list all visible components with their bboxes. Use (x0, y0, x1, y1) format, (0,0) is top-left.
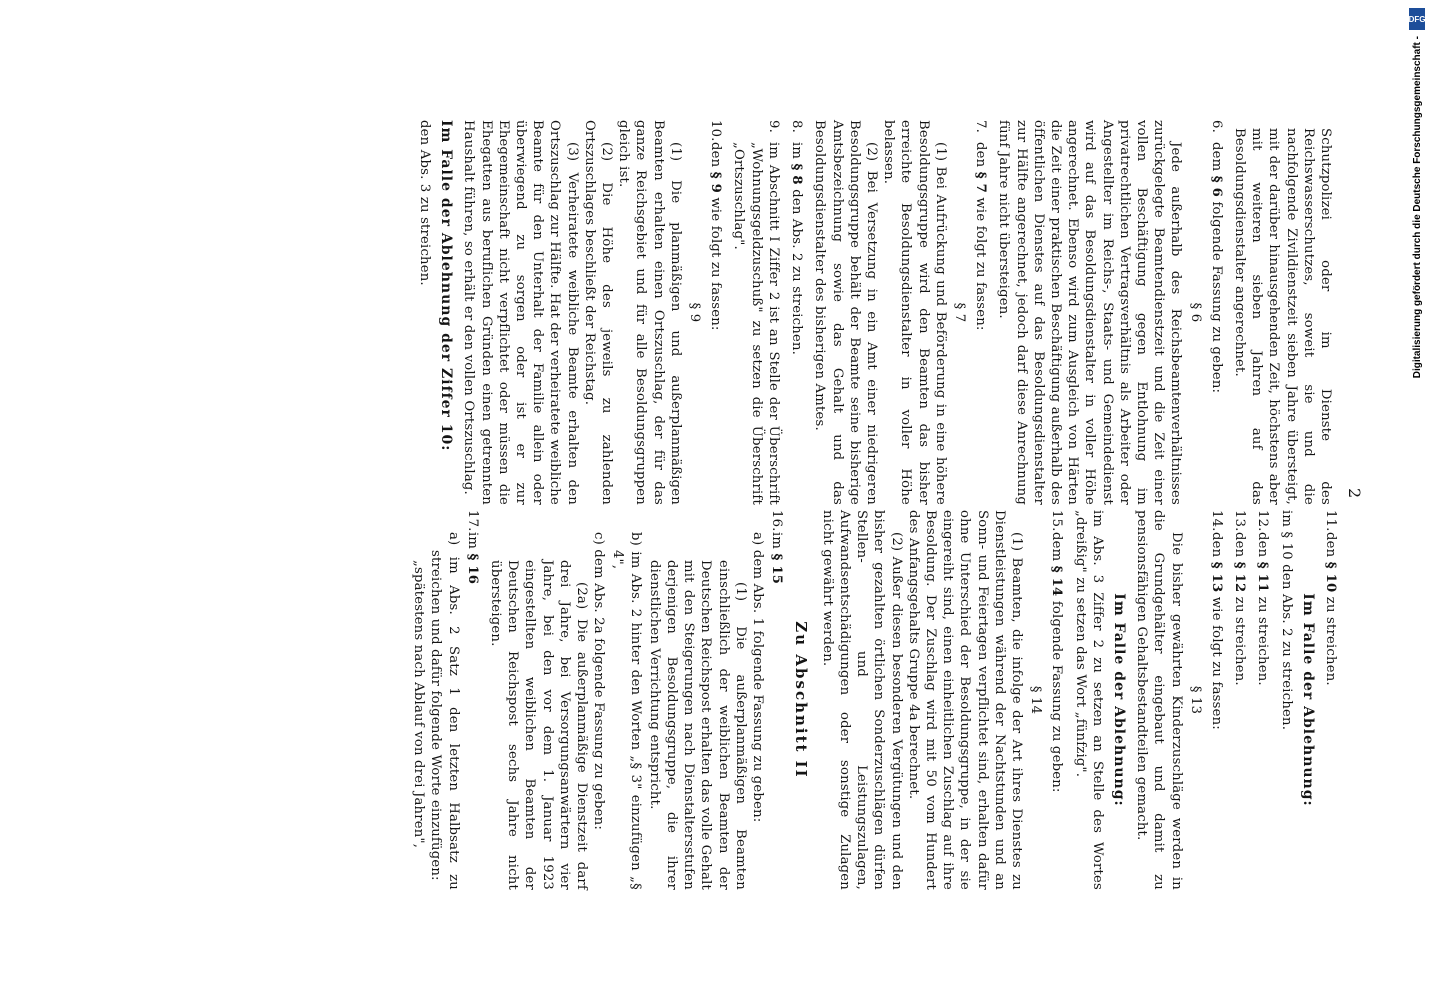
heading-ablehnung: Im Falle der Ablehnung: (1299, 593, 1316, 807)
paragraph-text: (3) Verheiratete weibliche Beamte erhalten den Ortszuschlag zur Hälfte. Hat der verheiratete weibliche Beamte für den Unterhalt der Familie allein oder überwiegend zu sorgen oder ist er zur Ehegemeinschaft nicht verpflichtet oder müssen die Ehegatten aus beruflichen Gründen einen getrennten Haushalt führen, so erhält er den vollen Ortszuschlag. (461, 120, 580, 505)
list-item (707, 120, 724, 505)
section-reference: § 14 (1049, 565, 1065, 597)
paragraph-text: (2) Außer diesen besonderen Vergütungen und den bisher gezahlten örtlichen Sonderzuschlägen dürfen Stellen- und Leistungszulagen, Aufwandsentschädigungen oder sonstige Zulagen nicht gewährt werden. (819, 510, 904, 890)
sub-item-label: c) (591, 532, 607, 545)
item-text: den (1323, 532, 1338, 558)
paragraph-mark: § 9 (687, 302, 703, 323)
paragraph-text: (1) Die planmäßigen und außerplanmäßigen Beamten erhalten einen Ortszuschlag, der für das ganze Reichsgebiet und für alle Besoldungsgruppen gleich ist. (616, 120, 683, 505)
list-item (1208, 120, 1225, 505)
paragraph-text: Die bisher gewährten Kinderzuschläge werden in die Grundgehälter eingebaut und damit zu pensionsfähigen Gehaltsbestandteilen gemacht. (1134, 510, 1184, 890)
sub-item (749, 510, 766, 890)
heading-ablehnung: Im Falle der Ablehnung der Ziffer 10: (438, 120, 455, 452)
list-item (1254, 510, 1271, 890)
credit-text: Digitalisierung gefördert durch die Deutsche Forschungsgemeinschaft - (1411, 36, 1423, 379)
sub-item-text: dem Abs. 2a folgende Fassung zu geben: (591, 549, 607, 830)
item-text: dem (1208, 142, 1224, 172)
paragraph-text: Jede außerhalb des Reichsbeamtenverhältnisses zurückgelegte Beamtendienstzeit und die Zeit einer vollen Beschäftigung gegen Entlohnung im privatrechtlichen Vertragsverhältnis als Arbeiter oder Angestellter im Reichs-, Staats- und Gemeindedienst wird auf das Besoldungsdienstalter in voller Höhe angerechnet. Ebenso wird zum Ausgleich von Härten die Zeit einer praktischen Beschäftigung außerhalb des öffentlichen Dienstes auf das Besoldungsdienstalter zur Hälfte angerechnet, jedoch darf diese Anrechnung fünf Jahre nicht übersteigen. (996, 120, 1184, 505)
paragraph-text: (1) Beamten, die infolge der Art ihres Dienstes zu Dienstleistungen während der Nachtstunden und an Sonn- und Feiertagen verpflichtet sind, erhalten dafür ohne Unterschied der Besoldungsgruppe, in der sie eingereiht sind, einen einheitlichen Zuschlag auf ihre Besoldung. Der Zuschlag wird mit 50 vom Hundert des Anfangsgehalts Gruppe 4a berechnet. (905, 510, 1024, 890)
left-column (416, 120, 1334, 505)
section-reference: § 6 (1208, 175, 1224, 198)
section-reference: § 15 (769, 553, 785, 585)
item-text: im Abschnitt I Ziffer 2 ist an Stelle der Überschrift „Wohnungsgeldzuschuß" zu setzen die Überschrift „Ortszuschlag". (731, 142, 781, 505)
paragraph-mark: § 13 (1187, 685, 1203, 715)
item-text: wie folgt zu fassen: (708, 197, 724, 331)
list-item (972, 120, 989, 505)
item-number: 12. (1255, 510, 1271, 532)
section-reference: § 16 (464, 553, 480, 585)
item-text: wie folgt zu fassen: (1208, 596, 1224, 730)
paragraph-text: (1) Bei Aufrückung und Beförderung in eine höhere Besoldungsgruppe wird den Beamten das bisher erreichte Besoldungsdienstalter in voller Höhe belassen. (881, 120, 948, 505)
item-number: 10. (708, 120, 724, 142)
item-number: 14. (1208, 510, 1224, 532)
item-text: im (769, 532, 785, 550)
paragraph-text: (1) Die außerplanmäßigen Beamten einschließlich der weiblichen Beamten der Deutschen Reichspost erhalten das volle Gehalt mit den Steigerungen nach Dienstaltersstufen derjenigen Besoldungsgruppe, die ihrer dienstlichen Verrichtung entspricht. (646, 560, 748, 890)
paragraph-continuation: Schutzpolizei oder im Dienste des Reichswasserschutzes, soweit sie und die nachfolgende Zivildienstzeit sieben Jahre übersteigt, mit der darüber hinausgehenden Zeit, höchstens aber mit weiteren sieben Jahren auf das Besoldungsdienstalter angerechnet. (1231, 128, 1333, 505)
dfg-logo: DFG (1409, 8, 1425, 30)
list-item (464, 510, 481, 890)
sub-item (427, 510, 461, 890)
item-text: folgende Fassung zu geben: (1208, 201, 1224, 394)
paragraph-text: im Abs. 3 Ziffer 2 zu setzen an Stelle des Wortes „dreißig" zu setzen das Wort „fünfzig". (1072, 510, 1105, 890)
list-item (1231, 510, 1248, 890)
quoted-text: „spätestens nach Ablauf von drei Jahren", (411, 560, 427, 849)
paragraph-text: im § 10 den Abs. 2 zu streichen. (1278, 510, 1294, 731)
item-number: 9. (765, 120, 781, 133)
list-item (1048, 510, 1065, 890)
paragraph-text: (2a) Die außerplanmäßige Dienstzeit darf drei Jahre, bei Versorgungsanwärtern vier Jahre, bei den vor dem 1. Januar 1923 eingestellten weiblichen Beamten der Deutschen Reichspost sechs Jahre nicht übersteigen. (488, 560, 590, 890)
section-reference: § 7 (973, 171, 989, 194)
heading-ablehnung: Im Falle der Ablehnung: (1110, 593, 1127, 807)
item-number: 6. (1208, 120, 1224, 133)
paragraph-text: (2) Die Höhe des jeweils zu zahlenden Ortszuschlages beschließt der Reichstag. (581, 120, 615, 505)
section-title: Zu Abschnitt II (791, 621, 810, 779)
section-reference: § 12 (1232, 561, 1248, 593)
right-column (410, 510, 1339, 890)
item-text: zu streichen. (1323, 596, 1338, 686)
section-reference: § 9 (708, 171, 724, 194)
list-item (1208, 510, 1225, 890)
item-text: den Abs. 2 zu streichen. (789, 189, 805, 356)
paragraph-text: den Abs. 3 zu streichen. (417, 120, 433, 286)
list-item (768, 510, 785, 890)
sub-item-label: a) (445, 532, 461, 546)
section-reference: § 8 (789, 163, 805, 185)
section-reference: § 11 (1255, 561, 1271, 593)
item-text: dem (1049, 532, 1065, 562)
sub-item-text: im Abs. 2 hinter den Worten „§ 3" einzufügen „§ 4", (610, 550, 643, 890)
paragraph-mark: § 6 (1187, 302, 1203, 323)
sub-item (590, 510, 607, 890)
item-text: zu streichen. (1255, 596, 1271, 686)
list-item (788, 120, 805, 505)
item-text: im (789, 142, 805, 160)
sub-item-text: dem Abs. 1 folgende Fassung zu geben: (750, 549, 766, 823)
paragraph-text: (2) Bei Versetzung in ein Amt einer niedrigeren Besoldungsgruppe behält der Beamte seine bisherige Amtsbezeichnung sowie das Gehalt und das Besoldungsdienstalter des bisherigen Amtes. (812, 120, 879, 505)
item-text: im (464, 532, 480, 550)
item-number: 11. (1323, 510, 1338, 532)
item-number: 7. (973, 120, 989, 133)
paragraph-mark: § 7 (951, 302, 967, 323)
item-number: 8. (789, 120, 805, 133)
item-number: 16. (769, 510, 785, 532)
item-text: den (973, 142, 989, 168)
section-reference: § 13 (1208, 561, 1224, 593)
dfg-credit (1404, 8, 1430, 992)
item-text: wie folgt zu fassen: (973, 197, 989, 331)
item-text: den (708, 142, 724, 168)
list-item (1322, 510, 1339, 890)
item-number: 15. (1049, 510, 1065, 532)
sub-item-text: im Abs. 2 Satz 1 den letzten Halbsatz zu streichen und dafür folgende Worte einzufügen: (428, 550, 461, 890)
sub-item-label: b) (627, 532, 643, 546)
paragraph-mark: § 14 (1028, 685, 1044, 715)
sub-item-label: a) (750, 532, 766, 546)
section-reference: § 10 (1323, 561, 1338, 593)
sub-item (609, 510, 643, 890)
item-text: zu streichen. (1232, 596, 1248, 686)
item-number: 17. (464, 510, 480, 532)
item-text: den (1232, 532, 1248, 558)
item-text: den (1208, 532, 1224, 558)
item-text: den (1255, 532, 1271, 558)
page-number: 2 (1345, 488, 1364, 499)
list-item (730, 120, 782, 505)
item-text: folgende Fassung zu geben: (1049, 600, 1065, 793)
item-number: 13. (1232, 510, 1248, 532)
